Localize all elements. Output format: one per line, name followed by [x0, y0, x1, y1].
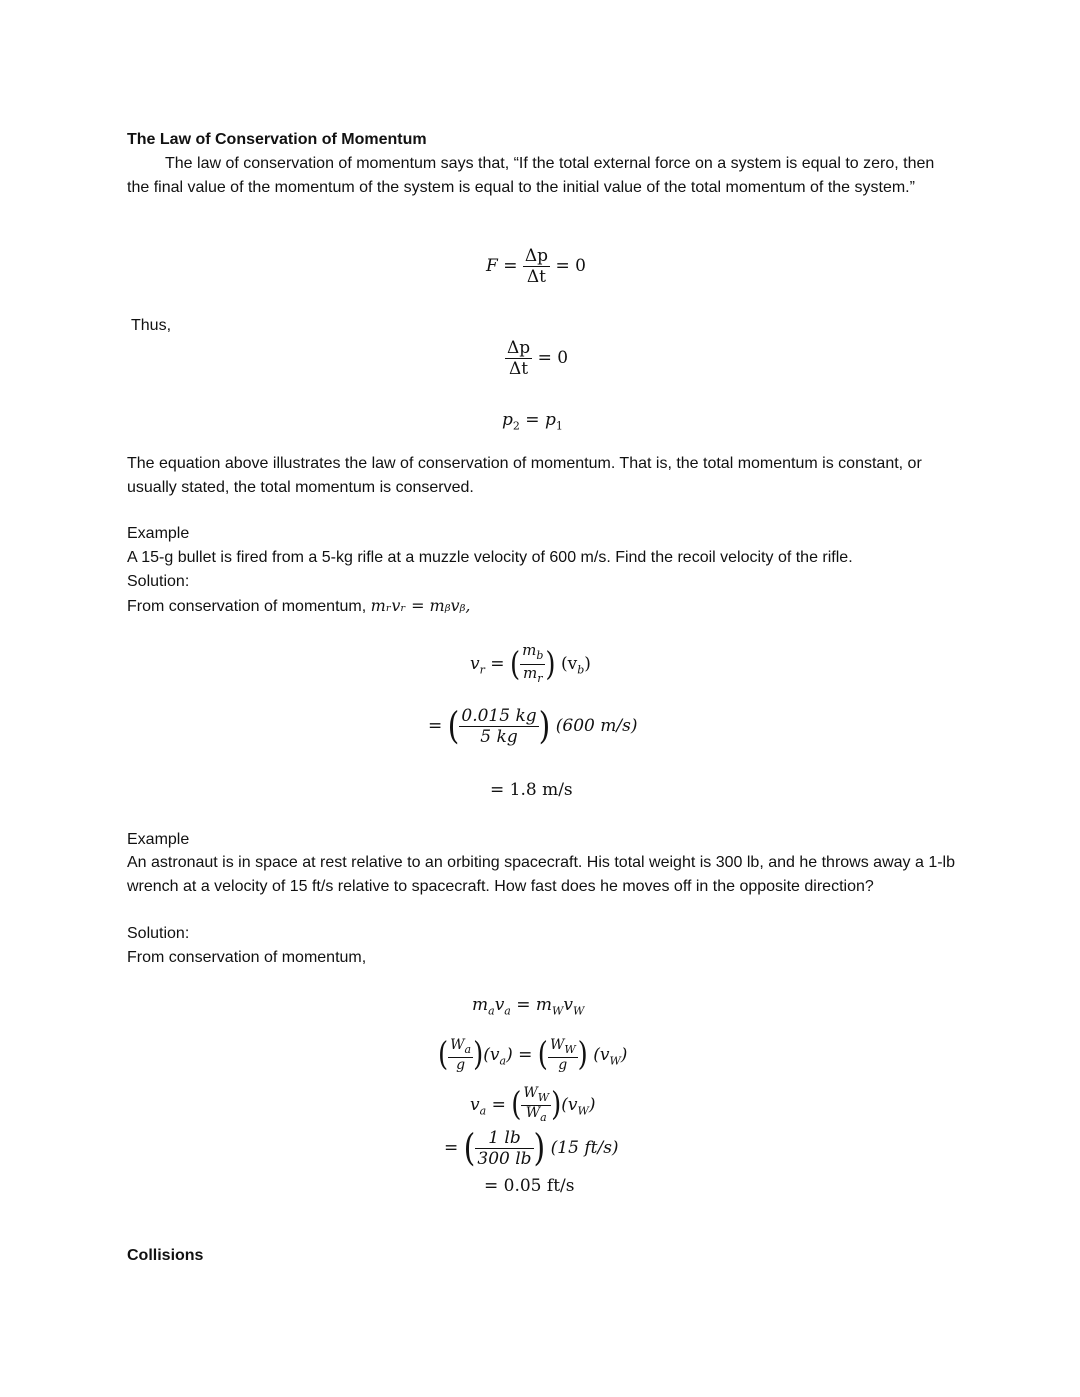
explanation-paragraph: The equation above illustrates the law of conservation of momentum. That is, the total momentum is constant, or usually stated, the total momentum is conserved.: [127, 455, 922, 496]
section-title: The Law of Conservation of Momentum: [127, 131, 427, 148]
equation-va: $v_a$ = ( $\frac{W_W}{W_a}$ )$(v_W)$: [470, 1085, 596, 1125]
example2-label: Example: [127, 831, 190, 848]
example1-solution-label: Solution:: [127, 573, 190, 590]
equation-vr-substituted: = ( $\frac{0.015 kg}{5 kg}$ ) (600 m/s): [428, 704, 638, 748]
collisions-title: Collisions: [127, 1247, 204, 1264]
example2-result: = 0.05 ft/s: [484, 1176, 575, 1196]
example2-lead-in: From conservation of momentum,: [127, 949, 367, 966]
example1-result: = 1.8 m/s: [490, 780, 573, 800]
equation-vr: $v_r$ = ( $\frac{m_b}{m_r}$ ) $(v_b)$: [470, 641, 591, 685]
equation-va-substituted: = ( $\frac{1 lb}{300 lb}$ ) (15 ft/s): [444, 1126, 619, 1170]
equation-momentum-rate: $\frac{\Delta p}{\Delta t}$ = 0: [507, 338, 569, 379]
example2-solution-label: Solution:: [127, 925, 190, 942]
equation-force: F = $\frac{\Delta p}{\Delta t}$ = 0: [486, 246, 586, 287]
example1-problem: A 15-g bullet is fired from a 5-kg rifle at a muzzle velocity of 600 m/s. Find the recoil velocity of the rifle.: [127, 549, 853, 566]
equation-ma-va: $m_av_a = m_Wv_W$: [472, 995, 585, 1018]
example1-lead-in: From conservation of momentum, mᵣvᵣ = mᵦvᵦ,: [127, 596, 471, 615]
equation-p2-p1: $p_2 = p_1$: [502, 410, 563, 433]
intro-paragraph: The law of conservation of momentum says that, “If the total external force on a system is equal to zero, then the final value of the momentum of the system is equal to the initial value of the total momentum of the system.”: [127, 155, 935, 196]
equation-weights: ( $\frac{W_a}{g}$ )$(v_a)$ = ( $\frac{W_W}{g}$ ) $(v_W)$: [438, 1036, 628, 1075]
example1-label: Example: [127, 525, 190, 542]
thus-label: Thus,: [131, 317, 172, 334]
example2-problem: An astronaut is in space at rest relative to an orbiting spacecraft. His total weight is 300 lb, and he throws away a 1-lb wrench at a velocity of 15 ft/s relative to spacecraft. How fast does he moves off in the opposite direction?: [127, 854, 955, 895]
